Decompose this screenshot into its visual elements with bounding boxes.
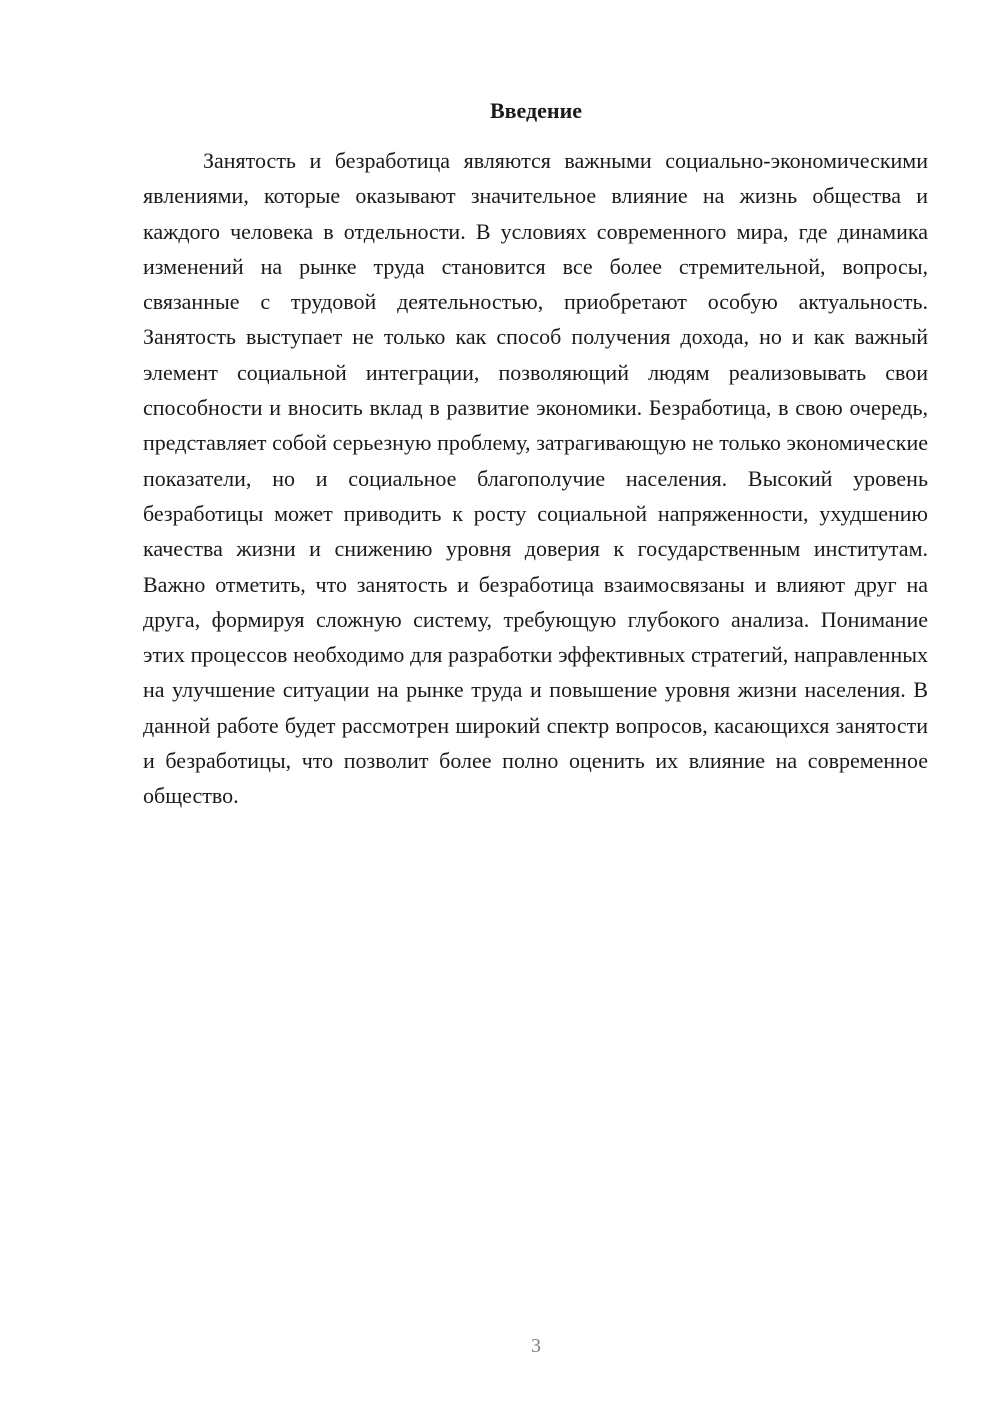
page-number: 3 (531, 1335, 541, 1357)
section-heading: Введение (489, 98, 583, 123)
introduction-paragraph: Занятость и безработица являются важными социально-экономическими явлениями, которые оказывают значительное влияние на жизнь общества и каждого человека в отдельности. В условиях современного мира, где динамика изменений на рынке труда становится все более стремительной, вопросы, связанные с трудовой деятельностью, приобретают особую актуальность. Занятость выступает не только как способ получения дохода, но и как важный элемент социальной интеграции, позволяющий людям реализовывать свои способности и вносить вклад в развитие экономики. Безработица, в свою очередь, представляет собой серьезную проблему, затрагивающую не только экономические показатели, но и социальное благополучие населения. Высокий уровень безработицы может приводить к росту социальной напряженности, ухудшению качества жизни и снижению уровня доверия к государственным институтам. Важно отметить, что занятость и безработица взаимосвязаны и влияют друг на друга, формируя сложную систему, требующую глубокого анализа. Понимание этих процессов необходимо для разработки эффективных стратегий, направленных на улучшение ситуации на рынке труда и повышение уровня жизни населения. В данной работе будет рассмотрен широкий спектр вопросов, касающихся занятости и безработицы, что позволит более полно оценить их влияние на современное общество. (143, 148, 928, 809)
